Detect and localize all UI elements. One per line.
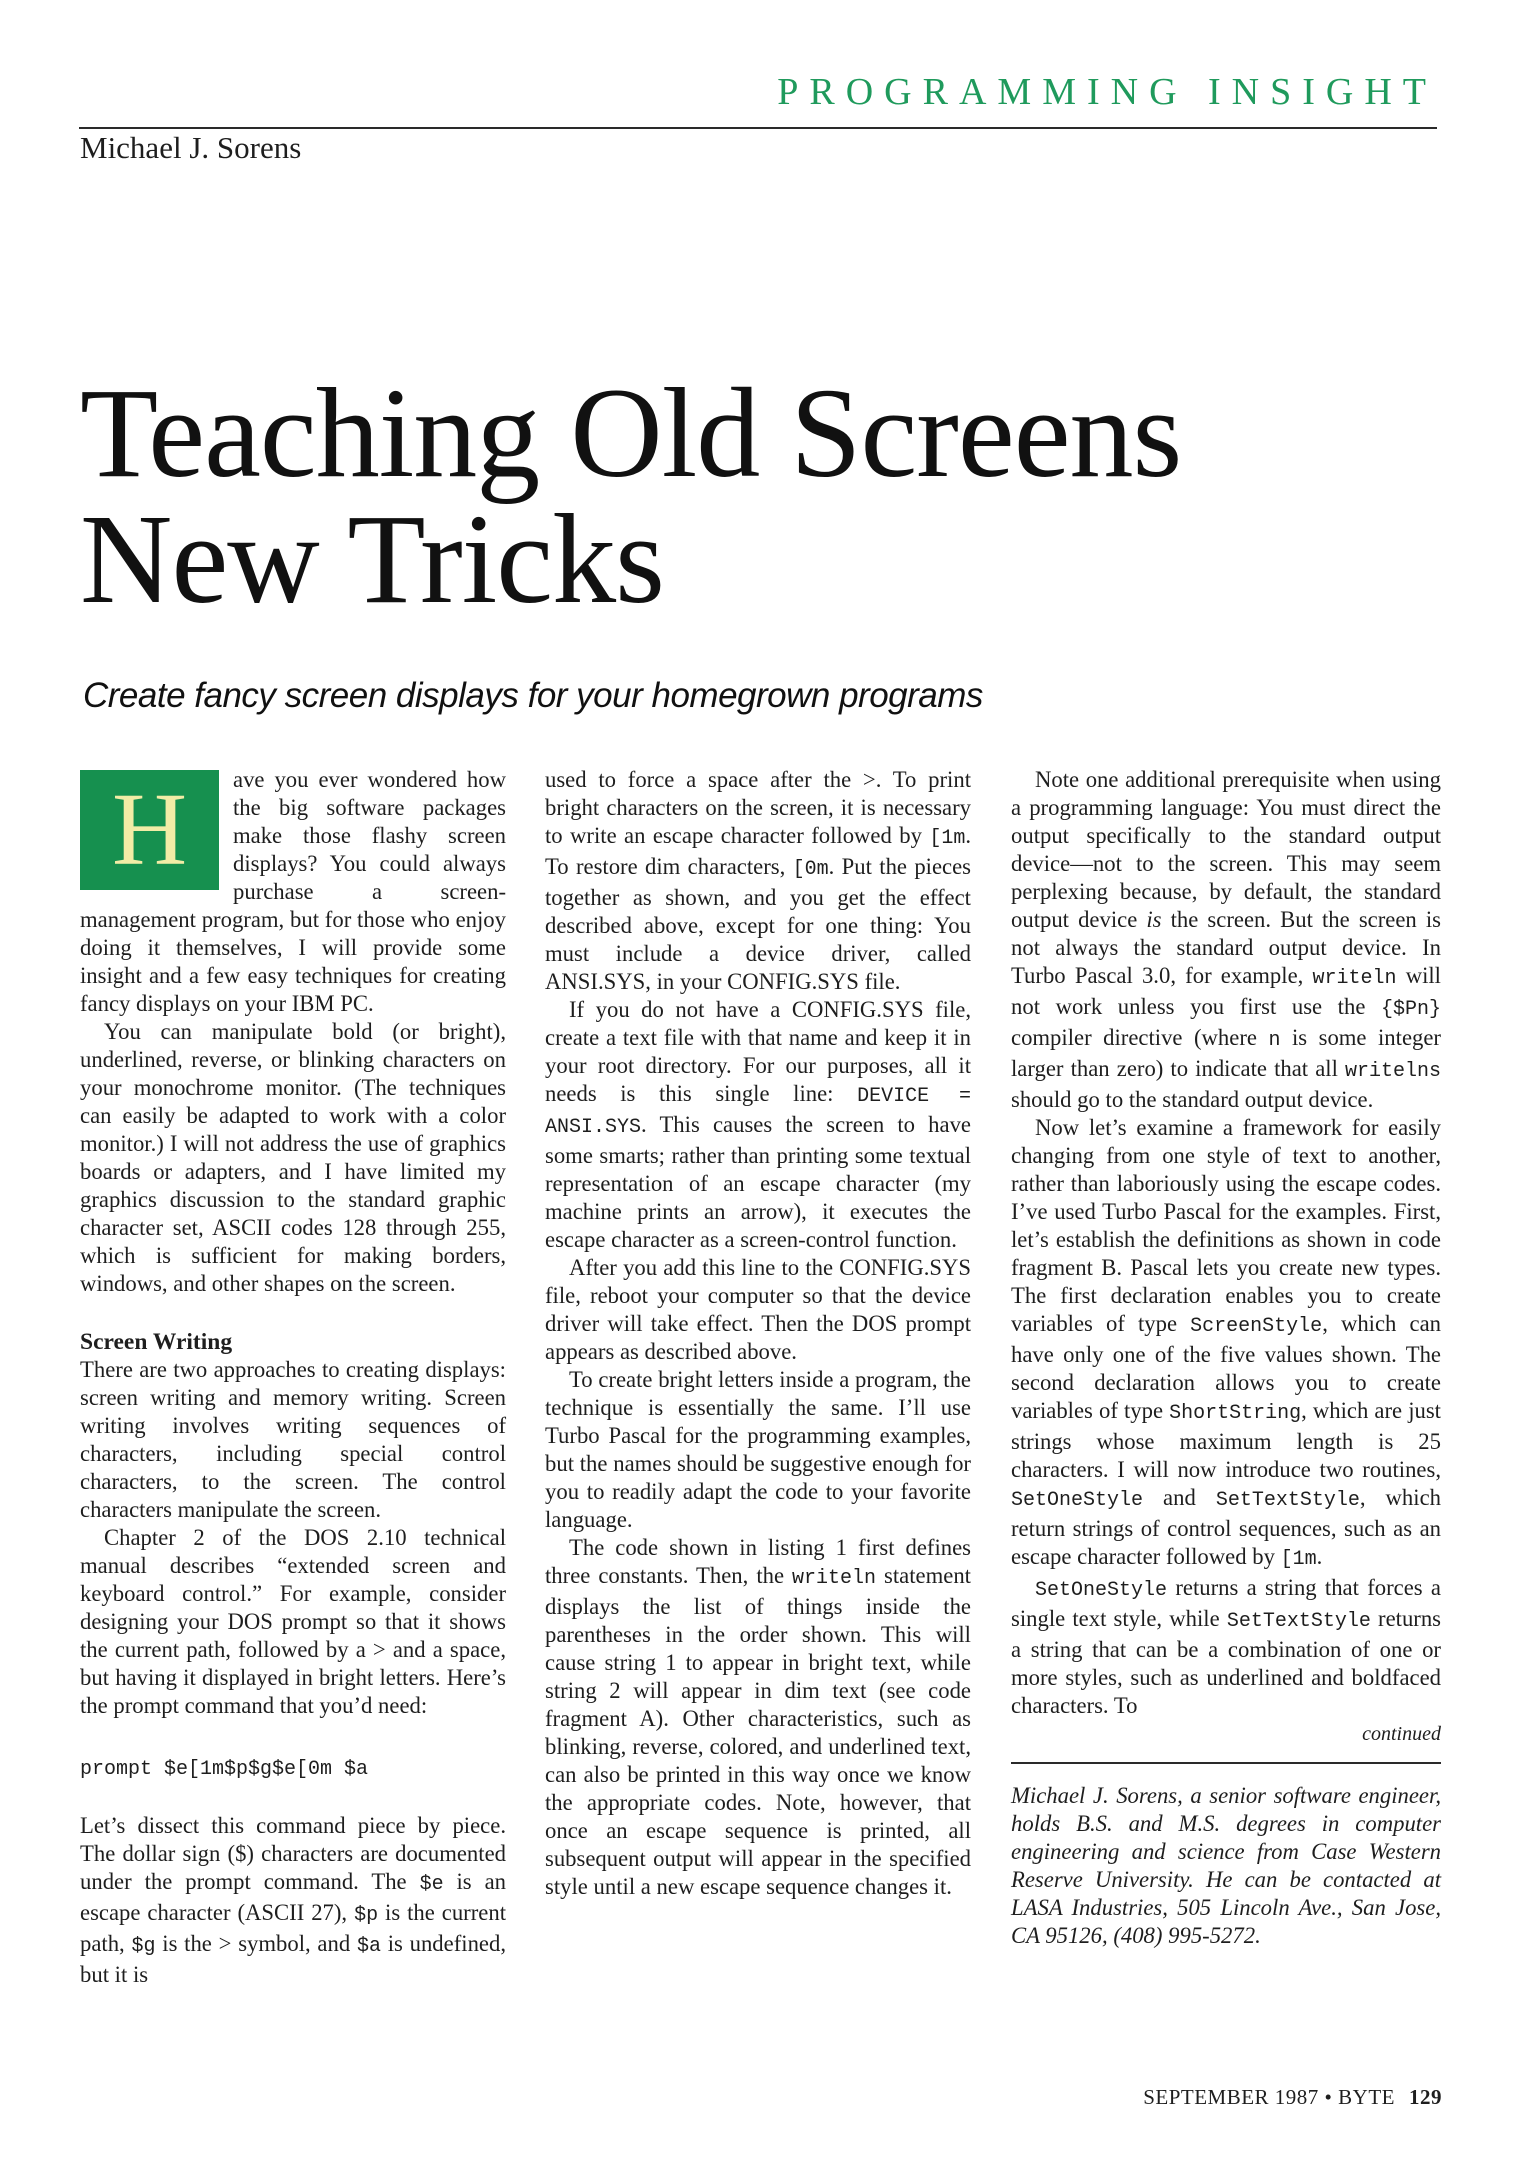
text-run: . (1316, 1544, 1323, 1569)
text-run: is some integer larger than zero) to indicate that all (1011, 1025, 1441, 1081)
column-2 (545, 766, 971, 1901)
drop-cap: H (80, 770, 219, 890)
text-run: , which are just strings whose maximum length is 25 characters. I will now introduce two routines, (1011, 1398, 1441, 1482)
header-rule (79, 127, 1437, 129)
text-run: is the current path, (80, 1900, 507, 1956)
text-run: compiler directive (where (1011, 1025, 1269, 1050)
emphasis: is (1146, 907, 1162, 932)
paragraph: You can manipulate bold (or bright), underlined, reverse, or blinking characters on your monochrome monitor. (The techniques can easily be adapted to work with a color monitor.) I will not address the use of graphics boards or adapters, and I have limited my graphics discussion to the standard graphic character set, ASCII codes 128 through 255, which is sufficient for making borders, windows, and other shapes on the screen. (80, 1019, 506, 1296)
inline-code: [1m (1280, 1548, 1317, 1571)
text-run: If you do not have a CONFIG.SYS file, create a text file with that name and keep it in your root directory. For our purposes, all it needs is this single line: (545, 997, 971, 1106)
section-label: PROGRAMMING INSIGHT (777, 71, 1437, 113)
title-line-2: New Tricks (80, 488, 664, 630)
inline-code: SetTextStyle (1215, 1489, 1360, 1512)
text-run: . This causes the screen to have some smarts; rather than printing some textual representation of an escape character (my machine prints an arrow), it executes the escape character as a screen-control function. (545, 1112, 971, 1252)
text-run: is undefined, but it is (80, 1931, 507, 1987)
column-1 (80, 766, 506, 1989)
text-run: Let’s dissect this command piece by piece. The dollar sign ($) characters are documented under the prompt command. The (80, 1813, 506, 1894)
paragraph (1011, 1574, 1441, 1720)
paragraph (1011, 1114, 1441, 1574)
text-run: will not work unless you first use the (1011, 963, 1441, 1019)
page-footer (1143, 2085, 1442, 2110)
inline-code: $p (354, 1904, 379, 1927)
text-run: , which return strings of control sequences, such as an escape character followed by (1011, 1485, 1441, 1569)
inline-code: $g (131, 1935, 156, 1958)
text-run: Now let’s examine a framework for easily changing from one style of text to another, rather than laboriously using the escape codes. I’ve used Turbo Pascal for the examples. First, let’s establish the definitions as shown in code fragment B. Pascal lets you create new types. The first declaration enables you to create variables of type (1011, 1115, 1441, 1336)
continued-label: continued (1362, 1723, 1441, 1745)
text-run: used to force a space after the >. To print bright characters on the screen, it is necessary to write an escape character followed by (545, 767, 971, 848)
inline-code: writeln (1312, 967, 1397, 990)
inline-code: SetTextStyle (1226, 1610, 1371, 1633)
text-run: statement displays the list of things inside the parentheses in the order shown. This will cause string 1 to appear in bright text, while string 2 will appear in dim text (see code fragment A). Other characteristics, such as blinking, reverse, colored, and underlined text, can also be printed in this way once we know the appropriate codes. Note, however, that once an escape sequence is printed, all subsequent output will appear in the specified style until a new escape sequence changes it. (545, 1563, 971, 1899)
paragraph: There are two approaches to creating displays: screen writing and memory writing. Screen writing involves writing sequences of characters, including special control characters, to the screen. The control characters manipulate the screen. (80, 1357, 506, 1522)
inline-code: [0m (792, 858, 829, 881)
text-run: . Put the pieces together as shown, and you get the effect described above, except for one thing: You must include a device driver, called ANSI.SYS, in your CONFIG.SYS file. (545, 854, 972, 994)
text-run: returns a string that can be a combination of one or more styles, such as underlined and boldfaced characters. To (1011, 1606, 1442, 1718)
inline-code: [1m (929, 827, 966, 850)
bio-divider (1011, 1762, 1441, 1764)
page-number: 129 (1409, 2085, 1442, 2109)
paragraph (1011, 766, 1441, 1114)
text-run: the screen. But the screen is not always the standard output device. In Turbo Pascal 3.0, for example, (1011, 907, 1441, 988)
text-run: , which can have only one of the five values shown. The second declaration allows you to create variables of type (1011, 1311, 1441, 1423)
inline-code: writelns (1344, 1060, 1441, 1083)
inline-code: n (1268, 1029, 1281, 1052)
inline-code: SetOneStyle (1035, 1579, 1168, 1602)
inline-code: {$Pn} (1380, 998, 1441, 1021)
text-run: The code shown in listing 1 first defines three constants. Then, the (545, 1535, 971, 1588)
article-title (80, 362, 1182, 630)
paragraph-text: ave you ever wondered how the big software packages make those flashy screen displays? You could always purchase a screen-management program, but for those who enjoy doing it themselves, I will provide some insight and a few easy techniques for creating fancy displays on your IBM PC. (80, 767, 506, 1016)
inline-code: SetOneStyle (1011, 1489, 1144, 1512)
text-run: and (1143, 1485, 1216, 1510)
code-line: prompt $e[1m$p$g$e[0m $a (80, 1758, 369, 1781)
paragraph (545, 1534, 971, 1901)
text-run: should go to the standard output device. (1011, 1087, 1374, 1112)
inline-code: DEVICE = ANSI.SYS (545, 1085, 971, 1139)
inline-code: $a (356, 1935, 381, 1958)
article-subtitle: Create fancy screen displays for your homegrown programs (83, 676, 983, 715)
paragraph (80, 1812, 506, 1989)
section-heading: Screen Writing (80, 1329, 233, 1355)
paragraph (545, 766, 971, 996)
column-3 (1011, 766, 1441, 1950)
text-run: . To restore dim characters, (545, 823, 971, 879)
author-name: Michael J. Sorens (80, 130, 302, 165)
inline-code: writeln (792, 1567, 877, 1590)
paragraph: After you add this line to the CONFIG.SYS file, reboot your computer so that the device driver will take effect. Then the DOS prompt appears as described above. (545, 1255, 971, 1364)
inline-code: $e (419, 1873, 444, 1896)
text-run: returns a string that forces a single text style, while (1011, 1575, 1441, 1631)
paragraph: Chapter 2 of the DOS 2.10 technical manual describes “extended screen and keyboard control.” For example, consider designing your DOS prompt so that it shows the current path, followed by a > and a space, but having it displayed in bright letters. Here’s the prompt command that you’d need: (80, 1525, 506, 1718)
paragraph (545, 996, 971, 1254)
paragraph: To create bright letters inside a program, the technique is essentially the same. I’ll use Turbo Pascal for the programming examples, but the names should be suggestive enough for you to readily adapt the code to your favorite language. (545, 1367, 971, 1532)
text-run: Note one additional prerequisite when using a programming language: You must direct the output specifically to the standard output device—not to the screen. This may seem perplexing because, by default, the standard output device (1011, 767, 1441, 932)
title-line-1: Teaching Old Screens (80, 362, 1182, 504)
author-bio: Michael J. Sorens, a senior software engineer, holds B.S. and M.S. degrees in computer engineering and science from Case Western Reserve University. He can be contacted at LASA Industries, 505 Lincoln Ave., San Jose, CA 95126, (408) 995-5272. (1011, 1783, 1441, 1948)
inline-code: ScreenStyle (1190, 1315, 1323, 1338)
issue-label: SEPTEMBER 1987 • BYTE (1143, 2085, 1395, 2109)
text-run: is the > symbol, and (155, 1931, 357, 1956)
paragraph (80, 766, 506, 1018)
text-run: is an escape character (ASCII 27), (80, 1869, 506, 1925)
inline-code: ShortString (1169, 1402, 1302, 1425)
